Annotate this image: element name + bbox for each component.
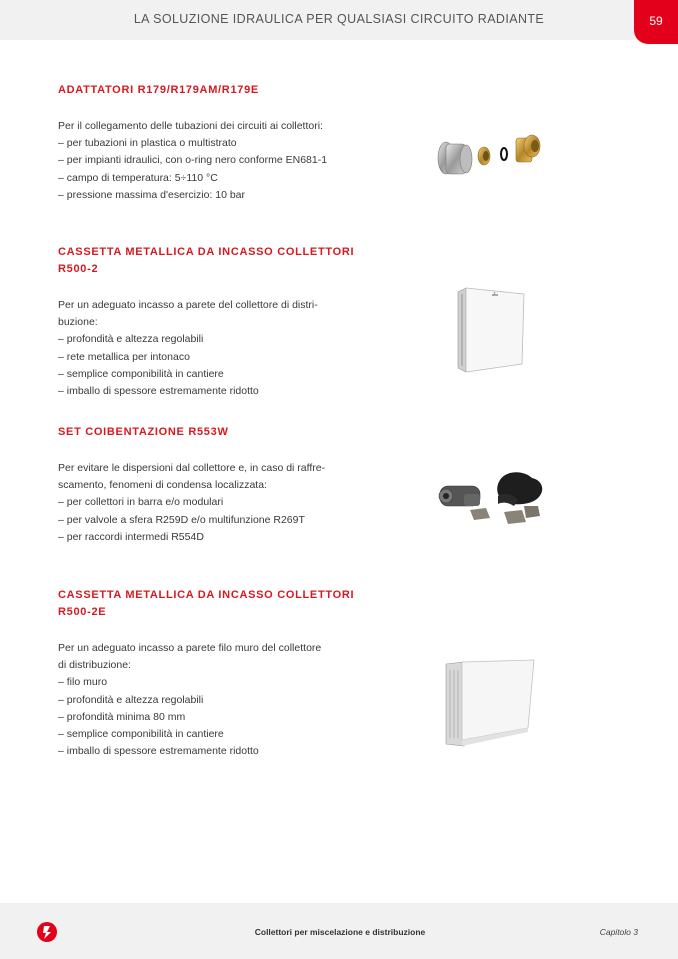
list-item: – semplice componibilità in cantiere: [58, 726, 388, 743]
section-intro-line2: buzione:: [58, 316, 98, 329]
list-item: – per valvole a sfera R259D e/o multifunzione R269T: [58, 512, 388, 529]
section-body: [58, 118, 388, 204]
section-title-line1: CASSETTA METALLICA DA INCASSO COLLETTORI: [58, 589, 355, 601]
section-title: ADATTATORI R179/R179AM/R179E: [58, 84, 259, 96]
footer-chapter-label: Capitolo 3: [599, 927, 638, 937]
section-title: CASSETTA METALLICA DA INCASSO COLLETTORI R500-2: [58, 246, 355, 275]
section-set-coibentazione: [58, 424, 388, 546]
insulation-set-product-image: [434, 466, 550, 532]
footer-chapter-title: Collettori per miscelazione e distribuzione: [254, 927, 426, 937]
cabinet-r500-2-product-image: [452, 284, 530, 378]
section-intro: Per il collegamento delle tubazioni dei circuiti ai collettori:: [58, 120, 323, 132]
section-intro-line1: Per un adeguato incasso a parete del collettore di distri-: [58, 299, 318, 311]
section-intro-line2: di distribuzione:: [58, 659, 131, 672]
section-cassetta-r500-2e: [58, 587, 388, 760]
cabinet-r500-2e-product-image: [442, 656, 538, 750]
list-item: – campo di temperatura: 5÷110 °C: [58, 170, 388, 187]
list-item: – filo muro: [58, 674, 388, 691]
list-item: – per raccordi intermedi R554D: [58, 529, 388, 546]
bullet-list: [58, 331, 388, 400]
list-item: – profondità e altezza regolabili: [58, 692, 388, 709]
list-item: – per impianti idraulici, con o-ring nero conforme EN681-1: [58, 152, 388, 169]
header-bar: [0, 0, 678, 40]
list-item: – imballo di spessore estremamente ridotto: [58, 383, 388, 400]
list-item: – rete metallica per intonaco: [58, 349, 388, 366]
page-number-badge: 59: [634, 0, 678, 44]
footer-bar: [0, 903, 678, 959]
section-title-line2: R500-2E: [58, 606, 107, 618]
section-title: [58, 587, 388, 621]
header-title: LA SOLUZIONE IDRAULICA PER QUALSIASI CIRCUITO RADIANTE: [133, 12, 545, 26]
bullet-list: [58, 494, 388, 546]
section-cassetta-r500-2: [58, 244, 388, 400]
section-intro-line2: scamento, fenomeni di condensa localizzata:: [58, 479, 267, 492]
list-item: – pressione massima d'esercizio: 10 bar: [58, 187, 388, 204]
list-item: – per tubazioni in plastica o multistrato: [58, 135, 388, 152]
adapters-product-image: [432, 124, 550, 184]
section-body: [58, 297, 388, 400]
bullet-list: [58, 674, 388, 760]
section-intro-line1: Per un adeguato incasso a parete filo muro del collettore: [58, 642, 322, 654]
list-item: – profondità e altezza regolabili: [58, 331, 388, 348]
section-adattatori: [58, 82, 388, 204]
bullet-list: [58, 135, 388, 204]
brand-logo-icon: [36, 921, 58, 943]
list-item: – per collettori in barra e/o modulari: [58, 494, 388, 511]
list-item: – profondità minima 80 mm: [58, 709, 388, 726]
section-body: [58, 640, 388, 760]
list-item: – imballo di spessore estremamente ridotto: [58, 743, 388, 760]
section-title: SET COIBENTAZIONE R553W: [58, 426, 229, 438]
section-body: [58, 460, 388, 546]
section-intro-line1: Per evitare le dispersioni dal collettore e, in caso di raffre-: [58, 462, 326, 474]
list-item: – semplice componibilità in cantiere: [58, 366, 388, 383]
